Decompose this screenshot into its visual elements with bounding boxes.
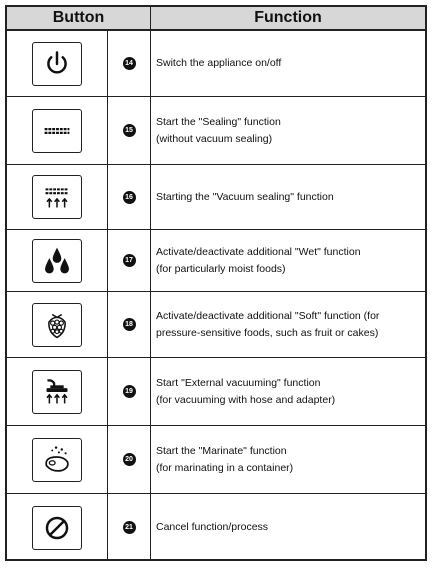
button-cell <box>7 358 107 425</box>
function-text: Starting the "Vacuum sealing" function <box>156 190 334 203</box>
item-number: 15 <box>123 124 136 137</box>
number-cell <box>107 494 150 561</box>
table-header <box>7 7 425 31</box>
table-row <box>7 358 425 426</box>
function-subtext: pressure-sensitive foods, such as fruit or cakes) <box>156 326 379 339</box>
function-cell <box>150 358 425 425</box>
table-row <box>7 292 425 358</box>
function-cell <box>150 31 425 96</box>
header-function: Function <box>150 7 425 29</box>
vacuum-sealing-button <box>32 175 82 219</box>
wet-drops-icon <box>33 240 81 282</box>
button-cell <box>7 230 107 291</box>
button-cell <box>7 494 107 561</box>
item-number: 14 <box>123 57 136 70</box>
power-icon <box>33 43 81 85</box>
function-cell <box>150 426 425 493</box>
table-row <box>7 426 425 494</box>
function-subtext: (for particularly moist foods) <box>156 262 286 275</box>
function-cell <box>150 494 425 561</box>
function-text: Cancel function/process <box>156 521 269 533</box>
button-cell <box>7 292 107 357</box>
number-cell <box>107 292 150 357</box>
function-cell <box>150 292 425 357</box>
function-text: Start "External vacuuming" function <box>156 376 321 389</box>
function-cell <box>150 165 425 229</box>
function-text: Start the "Sealing" function <box>156 115 281 128</box>
table-row <box>7 494 425 561</box>
function-subtext: (for vacuuming with hose and adapter) <box>156 393 336 406</box>
header-button: Button <box>52 9 105 26</box>
function-text: Activate/deactivate additional "Wet" function <box>156 245 361 258</box>
button-cell <box>7 97 107 164</box>
number-cell <box>107 165 150 229</box>
external-vacuum-icon <box>33 371 81 413</box>
function-cell <box>150 97 425 164</box>
button-cell <box>7 426 107 493</box>
number-cell <box>107 97 150 164</box>
cancel-icon <box>33 507 81 549</box>
table-row <box>7 165 425 230</box>
button-cell <box>7 31 107 96</box>
sealing-icon <box>33 110 81 152</box>
soft-button <box>32 303 82 347</box>
item-number: 17 <box>123 254 136 267</box>
wet-button <box>32 239 82 283</box>
item-number: 16 <box>123 191 136 204</box>
sealing-button <box>32 109 82 153</box>
function-text: Start the "Marinate" function <box>156 444 287 457</box>
item-number: 18 <box>123 318 136 331</box>
number-cell <box>107 358 150 425</box>
number-cell <box>107 230 150 291</box>
button-cell <box>7 165 107 229</box>
function-subtext: (without vacuum sealing) <box>156 132 273 145</box>
function-text: Activate/deactivate additional "Soft" function (for <box>156 309 380 322</box>
marinate-button <box>32 438 82 482</box>
function-cell <box>150 230 425 291</box>
cancel-button <box>32 506 82 550</box>
number-cell <box>107 426 150 493</box>
function-text: Switch the appliance on/off <box>156 57 282 69</box>
marinate-icon <box>33 439 81 481</box>
table-row <box>7 97 425 165</box>
item-number: 21 <box>123 521 136 534</box>
item-number: 20 <box>123 453 136 466</box>
button-function-table <box>5 5 427 561</box>
table-row <box>7 230 425 292</box>
item-number: 19 <box>123 385 136 398</box>
function-subtext: (for marinating in a container) <box>156 461 294 474</box>
table-row <box>7 31 425 97</box>
external-vacuum-button <box>32 370 82 414</box>
number-cell <box>107 31 150 96</box>
vacuum-sealing-icon <box>33 176 81 218</box>
power-button <box>32 42 82 86</box>
soft-raspberry-icon <box>33 304 81 346</box>
